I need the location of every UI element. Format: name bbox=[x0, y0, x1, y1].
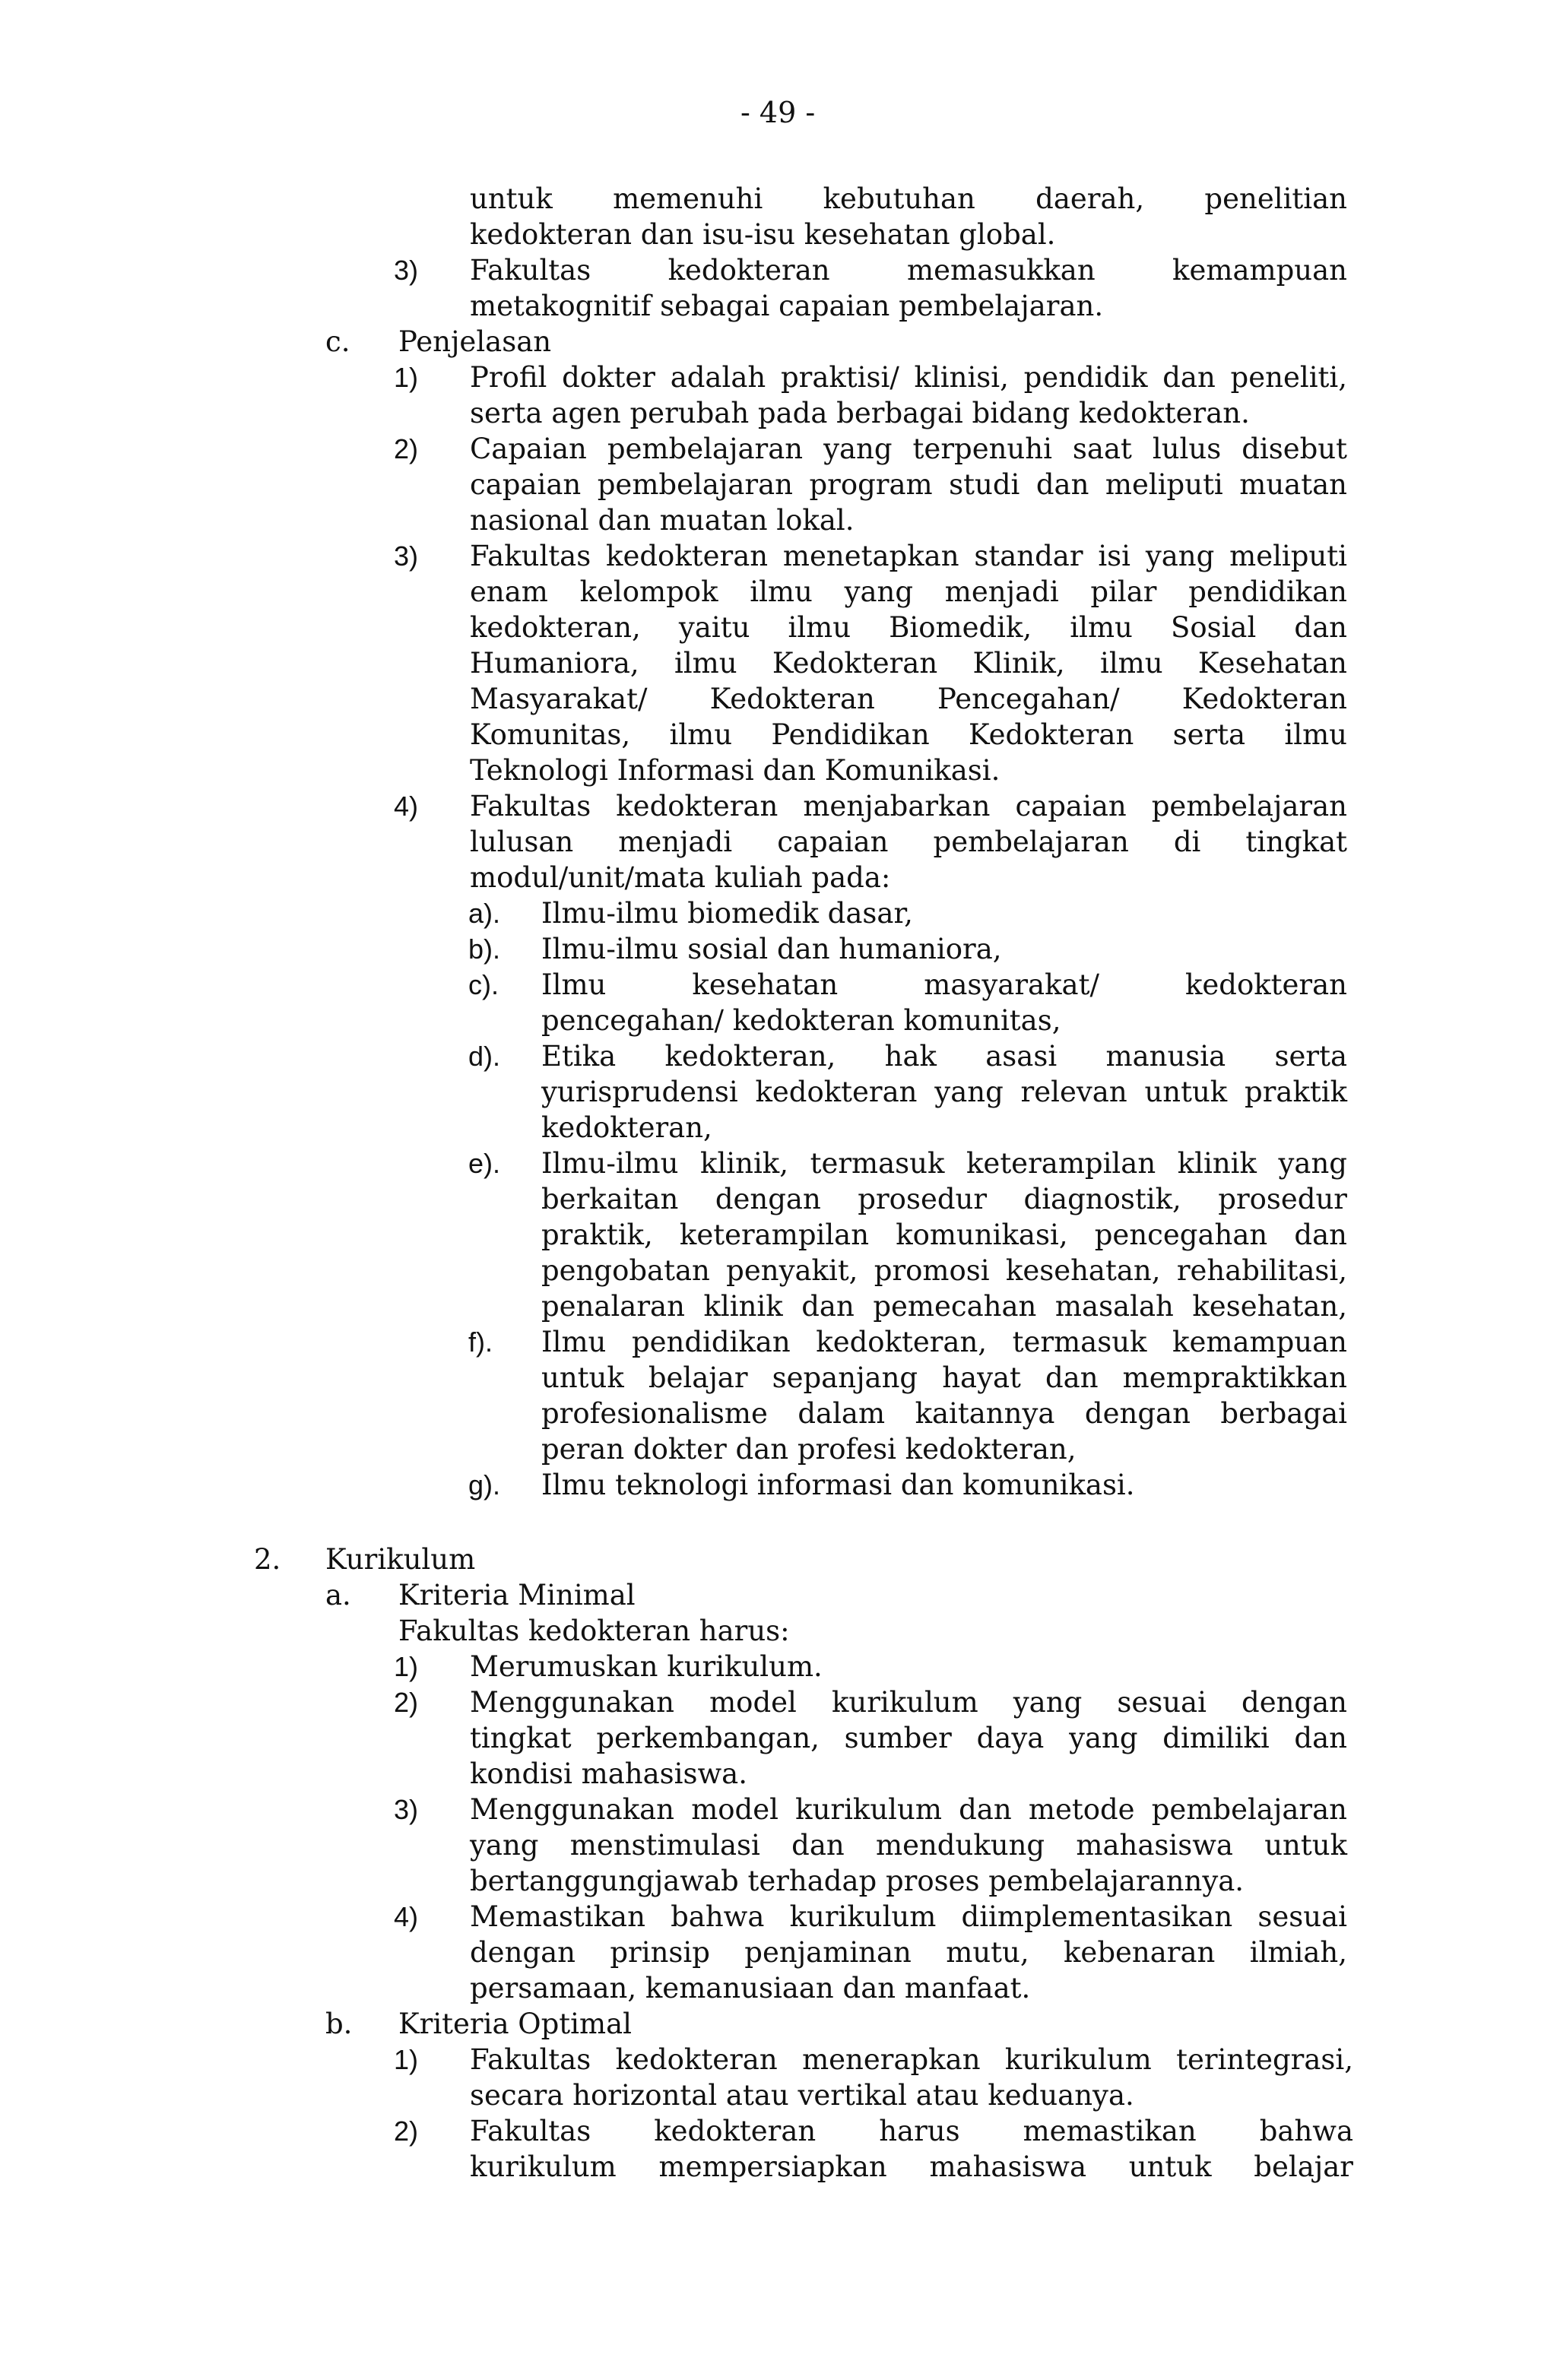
paragraph-line: Menggunakan model kurikulum dan metode pembelajaran bbox=[470, 1793, 1347, 1826]
page-number: - 49 - bbox=[740, 96, 816, 129]
paragraph-line: kondisi mahasiswa. bbox=[470, 1757, 747, 1790]
paragraph-line: Ilmu-ilmu sosial dan humaniora, bbox=[541, 933, 1002, 965]
paragraph-line: lulusan menjadi capaian pembelajaran di tingkat bbox=[470, 826, 1347, 858]
list-number: 4) bbox=[394, 791, 419, 822]
paragraph-line: kurikulum mempersiapkan mahasiswa untuk belajar bbox=[470, 2150, 1353, 2183]
paragraph-line: persamaan, kemanusiaan dan manfaat. bbox=[470, 1972, 1031, 2004]
paragraph-line: Ilmu-ilmu biomedik dasar, bbox=[541, 897, 913, 930]
subsection-marker: b. bbox=[325, 2008, 353, 2040]
paragraph-line: Fakultas kedokteran menjabarkan capaian pembelajaran bbox=[470, 790, 1347, 822]
subsection-title: Kriteria Minimal bbox=[398, 1579, 636, 1611]
sublist-marker: c). bbox=[468, 969, 499, 1000]
paragraph-line: modul/unit/mata kuliah pada: bbox=[470, 861, 891, 894]
paragraph-line: Humaniora, ilmu Kedokteran Klinik, ilmu Kesehatan bbox=[470, 647, 1347, 680]
paragraph-line: Profil dokter adalah praktisi/ klinisi, pendidik dan peneliti, bbox=[470, 361, 1347, 394]
paragraph-line: peran dokter dan profesi kedokteran, bbox=[541, 1433, 1077, 1466]
paragraph-line: kedokteran, bbox=[541, 1111, 712, 1144]
subsection-marker: a. bbox=[325, 1579, 351, 1611]
list-number: 3) bbox=[394, 540, 419, 572]
list-number: 4) bbox=[394, 1901, 419, 1932]
paragraph-line: Memastikan bahwa kurikulum diimplementasikan sesuai bbox=[470, 1900, 1347, 1933]
list-number: 1) bbox=[394, 2044, 419, 2075]
paragraph-line: Ilmu kesehatan masyarakat/ kedokteran bbox=[541, 968, 1347, 1001]
paragraph-line: pengobatan penyakit, promosi kesehatan, rehabilitasi, bbox=[541, 1254, 1347, 1287]
paragraph-line: Fakultas kedokteran harus memastikan bahwa bbox=[470, 2115, 1353, 2147]
sublist-marker: g). bbox=[468, 1469, 501, 1501]
paragraph-line: Fakultas kedokteran menetapkan standar isi yang meliputi bbox=[470, 540, 1347, 572]
list-number: 2) bbox=[394, 2115, 419, 2147]
sublist-marker: d). bbox=[468, 1041, 501, 1072]
paragraph-line: pencegahan/ kedokteran komunitas, bbox=[541, 1004, 1061, 1037]
section-marker: c. bbox=[325, 325, 350, 358]
sublist-marker: f). bbox=[468, 1326, 493, 1358]
paragraph-line: kedokteran, yaitu ilmu Biomedik, ilmu Sosial dan bbox=[470, 611, 1347, 644]
sublist-marker: b). bbox=[468, 933, 501, 965]
paragraph-line: Merumuskan kurikulum. bbox=[470, 1650, 823, 1683]
section-title: Kurikulum bbox=[325, 1543, 476, 1576]
paragraph-line: tingkat perkembangan, sumber daya yang dimiliki dan bbox=[470, 1722, 1347, 1754]
list-number: 1) bbox=[394, 1651, 419, 1682]
paragraph-line: dengan prinsip penjaminan mutu, kebenaran ilmiah, bbox=[470, 1936, 1347, 1969]
paragraph-line: Etika kedokteran, hak asasi manusia serta bbox=[541, 1040, 1347, 1073]
paragraph-line: secara horizontal atau vertikal atau keduanya. bbox=[470, 2079, 1134, 2112]
list-number: 2) bbox=[394, 433, 419, 464]
paragraph-line: Teknologi Informasi dan Komunikasi. bbox=[470, 754, 1000, 787]
subsection-title: Kriteria Optimal bbox=[398, 2008, 632, 2040]
sublist-marker: a). bbox=[468, 898, 501, 929]
paragraph-line: nasional dan muatan lokal. bbox=[470, 504, 855, 537]
paragraph-line: Fakultas kedokteran harus: bbox=[398, 1615, 790, 1647]
paragraph-line: kedokteran dan isu-isu kesehatan global. bbox=[470, 218, 1056, 251]
paragraph-line: praktik, keterampilan komunikasi, pencegahan dan bbox=[541, 1219, 1347, 1251]
paragraph-line: serta agen perubah pada berbagai bidang kedokteran. bbox=[470, 397, 1250, 429]
paragraph-line: Capaian pembelajaran yang terpenuhi saat lulus disebut bbox=[470, 433, 1347, 465]
paragraph-line: metakognitif sebagai capaian pembelajaran. bbox=[470, 290, 1104, 322]
paragraph-line: profesionalisme dalam kaitannya dengan berbagai bbox=[541, 1397, 1347, 1430]
list-number: 3) bbox=[394, 255, 419, 286]
paragraph-line: bertanggungjawab terhadap proses pembelajarannya. bbox=[470, 1865, 1245, 1897]
sublist-marker: e). bbox=[468, 1148, 501, 1179]
list-number: 1) bbox=[394, 362, 419, 393]
section-marker: 2. bbox=[254, 1543, 281, 1576]
paragraph-line: penalaran klinik dan pemecahan masalah kesehatan, bbox=[541, 1290, 1347, 1323]
list-number: 3) bbox=[394, 1794, 419, 1825]
paragraph-line: berkaitan dengan prosedur diagnostik, prosedur bbox=[541, 1183, 1347, 1215]
list-number: 2) bbox=[394, 1687, 419, 1718]
paragraph-line: capaian pembelajaran program studi dan meliputi muatan bbox=[470, 468, 1347, 501]
paragraph-line: untuk belajar sepanjang hayat dan mempraktikkan bbox=[541, 1361, 1347, 1394]
paragraph-line: yang menstimulasi dan mendukung mahasiswa untuk bbox=[470, 1829, 1347, 1862]
paragraph-line: Masyarakat/ Kedokteran Pencegahan/ Kedokteran bbox=[470, 683, 1347, 715]
paragraph-line: Ilmu-ilmu klinik, termasuk keterampilan klinik yang bbox=[541, 1147, 1347, 1180]
section-title: Penjelasan bbox=[398, 325, 552, 358]
paragraph-line: Komunitas, ilmu Pendidikan Kedokteran serta ilmu bbox=[470, 718, 1347, 751]
paragraph-line: Menggunakan model kurikulum yang sesuai dengan bbox=[470, 1686, 1347, 1719]
paragraph-line: Fakultas kedokteran menerapkan kurikulum terintegrasi, bbox=[470, 2043, 1353, 2076]
paragraph-line: untuk memenuhi kebutuhan daerah, penelitian bbox=[470, 182, 1347, 215]
paragraph-line: yurisprudensi kedokteran yang relevan untuk praktik bbox=[541, 1076, 1347, 1108]
paragraph-line: enam kelompok ilmu yang menjadi pilar pendidikan bbox=[470, 575, 1347, 608]
paragraph-line: Ilmu teknologi informasi dan komunikasi. bbox=[541, 1469, 1135, 1501]
paragraph-line: Fakultas kedokteran memasukkan kemampuan bbox=[470, 254, 1347, 287]
paragraph-line: Ilmu pendidikan kedokteran, termasuk kemampuan bbox=[541, 1326, 1347, 1358]
